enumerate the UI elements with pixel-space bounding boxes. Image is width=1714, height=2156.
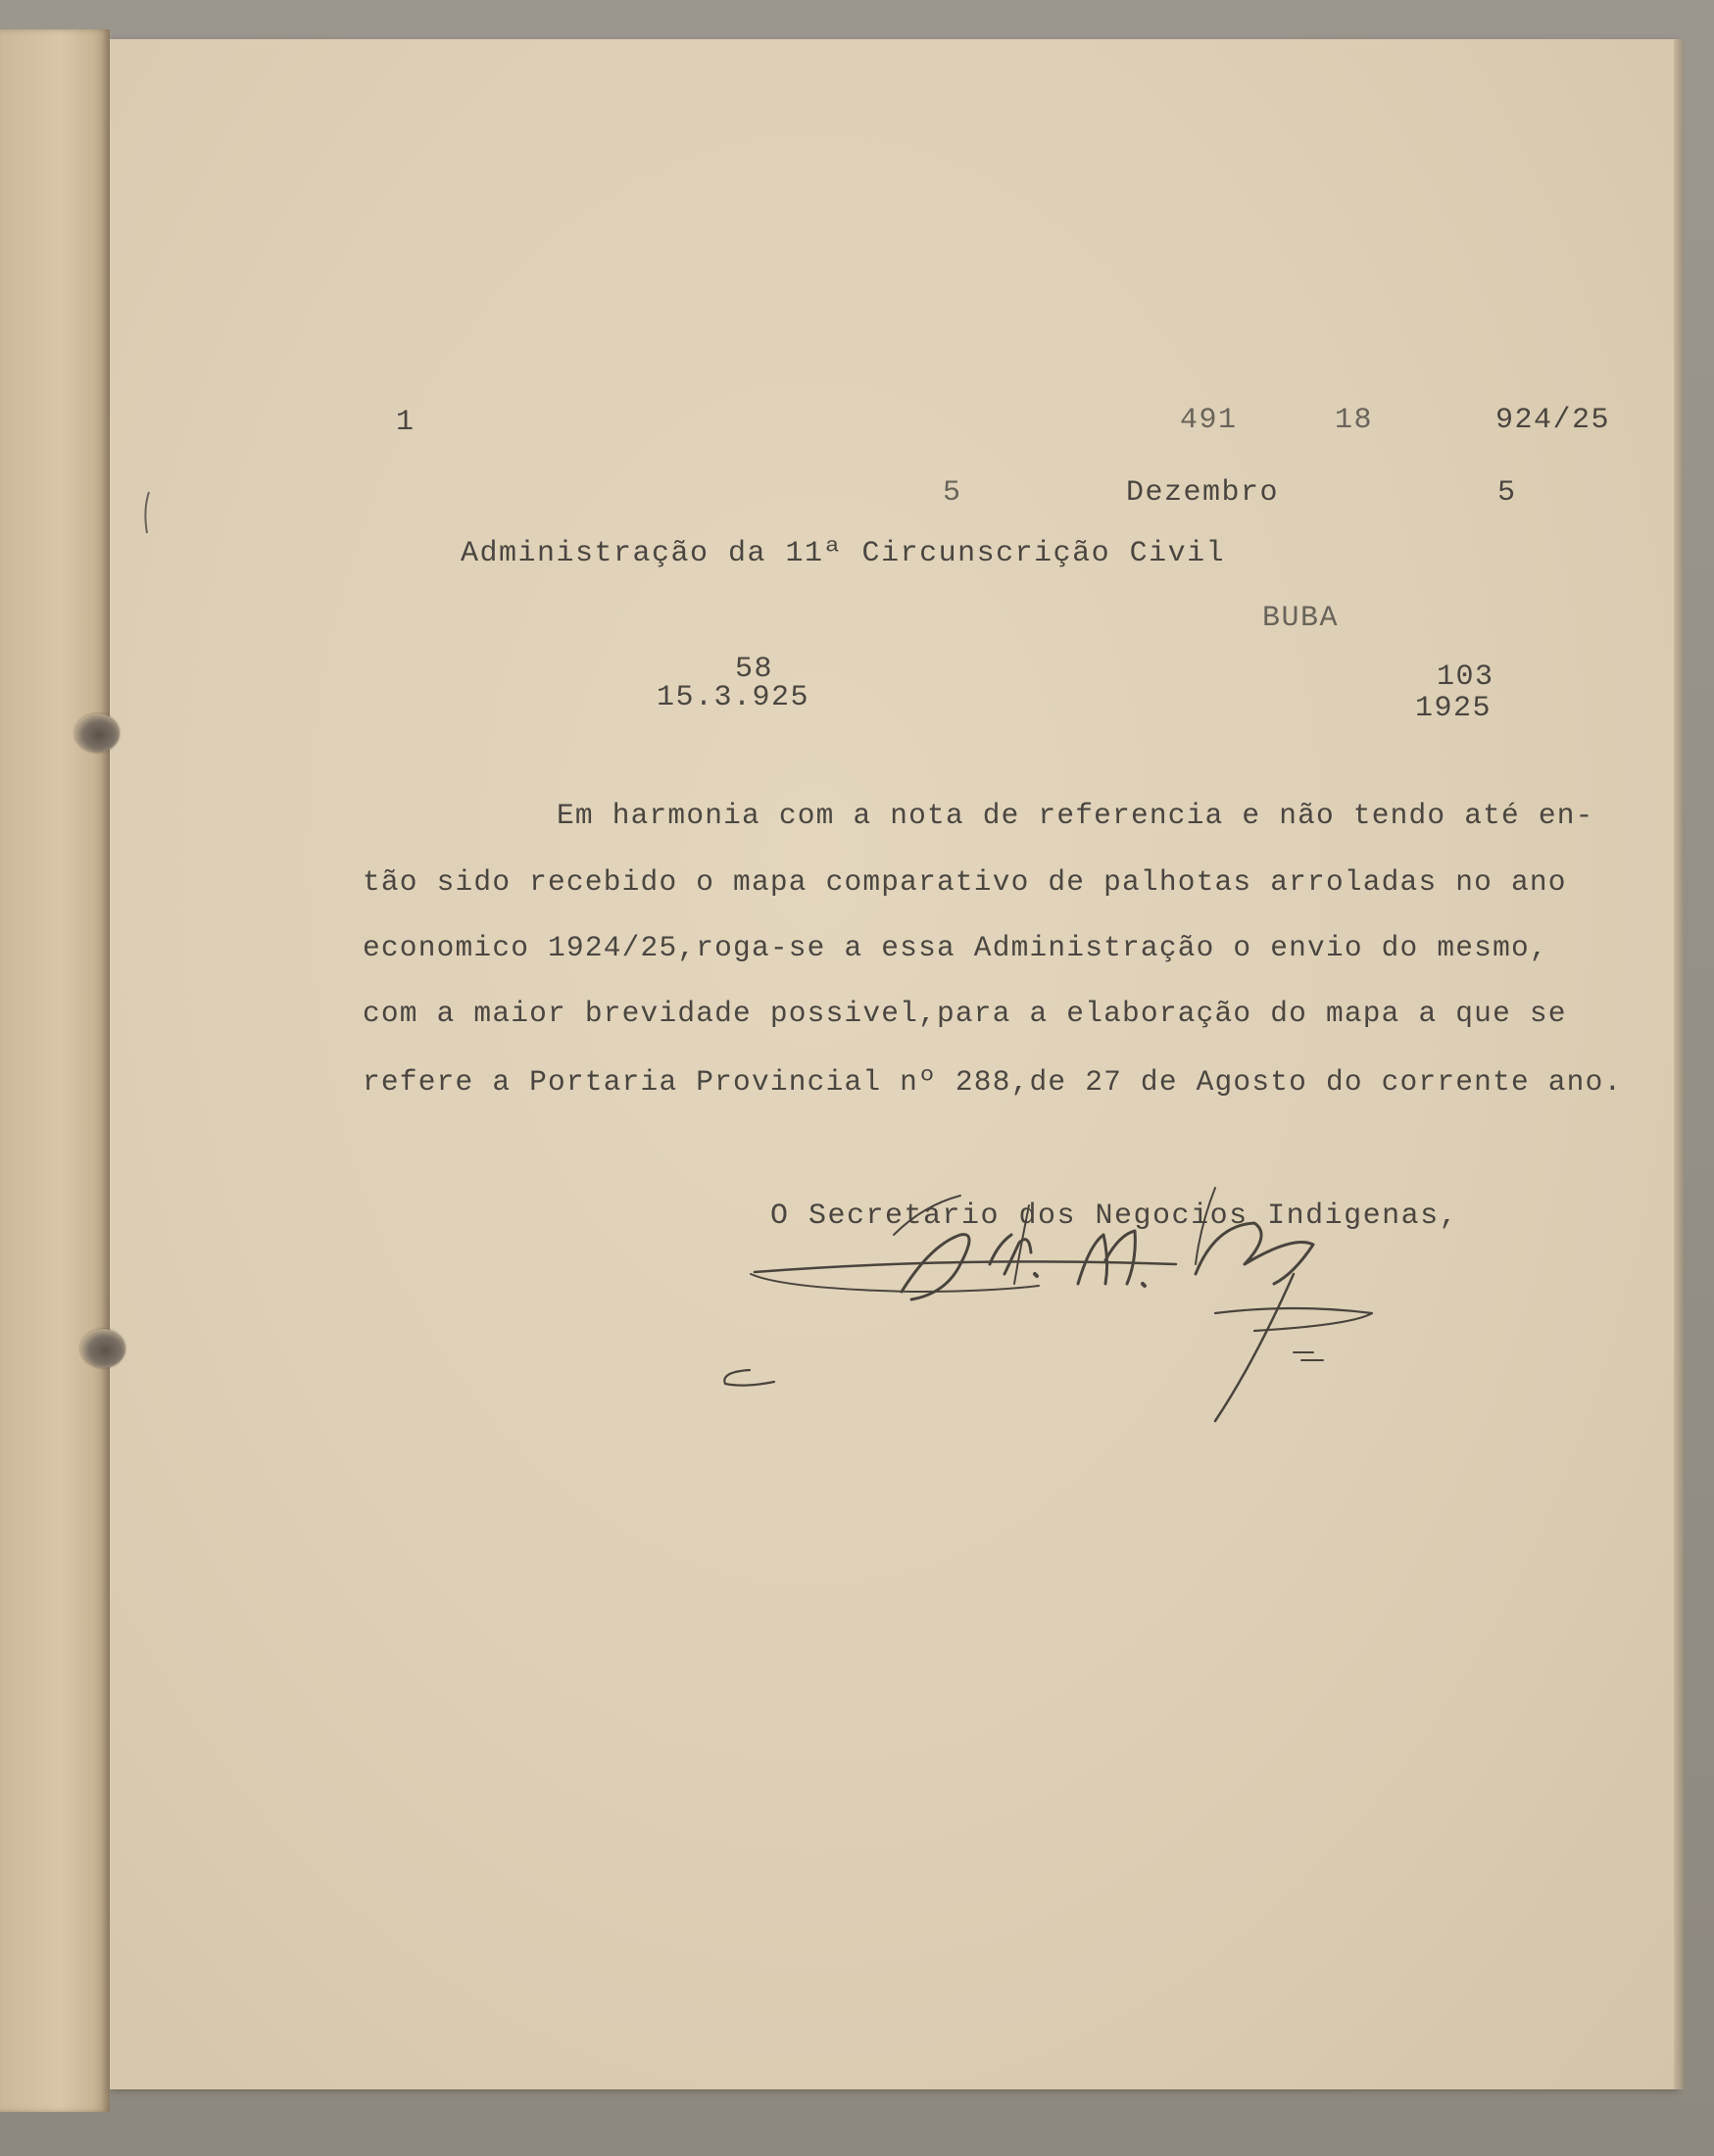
date-day-left: 5 [943,476,962,510]
body-line: tão sido recebido o mapa comparativo de palhotas arroladas no ano [363,865,1567,899]
addressee: Administração da 11ª Circunscrição Civil [461,537,1226,570]
header-reference-number: 491 [1180,404,1238,437]
typed-letter-sheet [110,39,1676,2089]
pencil-mark [137,488,157,537]
body-line: Em harmonia com a nota de referencia e não tendo até en- [557,799,1594,832]
header-fiscal-year: 924/25 [1495,404,1611,437]
reference-number: 58 [735,653,774,686]
page-fold-shadow [102,39,110,2107]
header-page-number: 1 [396,406,416,439]
punch-hole-lower [80,1329,125,1368]
reference-right-year: 1925 [1415,692,1493,725]
date-month: Dezembro [1126,476,1280,510]
sheet-right-edge [1674,39,1684,2089]
header-section-number: 18 [1335,404,1374,437]
left-page-edge [0,29,110,2112]
reference-date: 15.3.925 [657,681,810,714]
body-line: refere a Portaria Provincial nº 288,de 27 de Agosto do corrente ano. [363,1065,1623,1099]
body-line: com a maior brevidade possivel,para a elaboração do mapa a que se [363,997,1567,1030]
body-line: economico 1924/25,roga-se a essa Administração o envio do mesmo, [363,931,1548,964]
date-day-right: 5 [1497,476,1517,510]
punch-hole-upper [74,713,120,753]
destination-place: BUBA [1262,602,1340,635]
closing-signatory: O Secretario dos Negocios Indigenas, [770,1200,1459,1233]
handwritten-signature [666,1166,1392,1450]
reference-right-number: 103 [1437,661,1494,694]
